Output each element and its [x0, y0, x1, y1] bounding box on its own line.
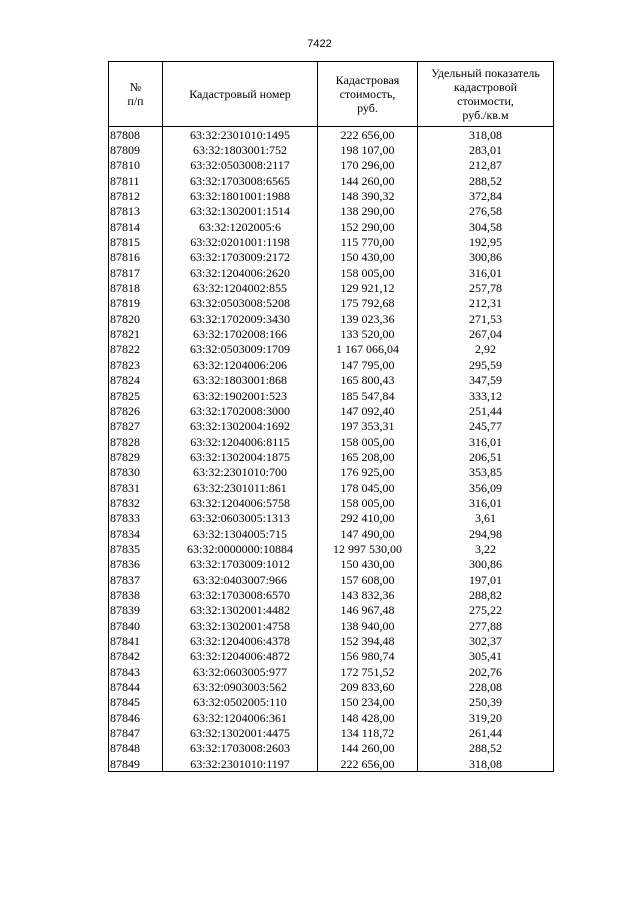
cell-cadastral-number: 63:32:1302001:4482 — [163, 603, 318, 618]
cell-specific-value: 347,59 — [418, 373, 554, 388]
table-row — [109, 204, 554, 219]
cell-row-number: 87826 — [109, 403, 163, 418]
table-row — [109, 265, 554, 280]
cell-specific-value: 316,01 — [418, 434, 554, 449]
cell-specific-value: 2,92 — [418, 342, 554, 357]
table-header — [109, 62, 554, 127]
table-row — [109, 419, 554, 434]
cell-cadastral-number: 63:32:1302001:4475 — [163, 725, 318, 740]
cell-specific-value: 212,31 — [418, 296, 554, 311]
cell-cadastral-number: 63:32:1302001:1514 — [163, 204, 318, 219]
table-row — [109, 756, 554, 772]
table-row — [109, 403, 554, 418]
cell-cadastral-value: 170 296,00 — [318, 158, 418, 173]
cell-specific-value: 300,86 — [418, 557, 554, 572]
cell-row-number: 87817 — [109, 265, 163, 280]
cell-cadastral-number: 63:32:0503008:2117 — [163, 158, 318, 173]
cell-cadastral-value: 144 260,00 — [318, 741, 418, 756]
cell-cadastral-number: 63:32:1703008:2603 — [163, 741, 318, 756]
cell-row-number: 87819 — [109, 296, 163, 311]
cell-cadastral-number: 63:32:1204002:855 — [163, 280, 318, 295]
table-row — [109, 557, 554, 572]
cell-cadastral-number: 63:32:1204006:8115 — [163, 434, 318, 449]
cell-cadastral-value: 222 656,00 — [318, 756, 418, 772]
cell-row-number: 87842 — [109, 649, 163, 664]
table-row — [109, 388, 554, 403]
cell-specific-value: 251,44 — [418, 403, 554, 418]
cell-specific-value: 318,08 — [418, 756, 554, 772]
cell-cadastral-value: 185 547,84 — [318, 388, 418, 403]
cell-cadastral-value: 148 428,00 — [318, 710, 418, 725]
cell-specific-value: 202,76 — [418, 664, 554, 679]
cell-cadastral-number: 63:32:0903003:562 — [163, 679, 318, 694]
cell-cadastral-number: 63:32:1803001:752 — [163, 142, 318, 157]
cell-cadastral-value: 150 430,00 — [318, 250, 418, 265]
cell-cadastral-value: 133 520,00 — [318, 326, 418, 341]
cell-row-number: 87847 — [109, 725, 163, 740]
cell-cadastral-value: 147 795,00 — [318, 357, 418, 372]
cell-cadastral-number: 63:32:2301010:700 — [163, 465, 318, 480]
cell-row-number: 87823 — [109, 357, 163, 372]
cell-cadastral-value: 198 107,00 — [318, 142, 418, 157]
cell-cadastral-number: 63:32:0201001:1198 — [163, 234, 318, 249]
cell-cadastral-number: 63:32:1202005:6 — [163, 219, 318, 234]
cell-cadastral-number: 63:32:0603005:1313 — [163, 511, 318, 526]
cell-cadastral-number: 63:32:1702009:3430 — [163, 311, 318, 326]
table-row — [109, 679, 554, 694]
table-body — [109, 127, 554, 772]
table-row — [109, 710, 554, 725]
cell-specific-value: 300,86 — [418, 250, 554, 265]
cell-specific-value: 316,01 — [418, 495, 554, 510]
cell-row-number: 87846 — [109, 710, 163, 725]
cell-row-number: 87822 — [109, 342, 163, 357]
cell-row-number: 87808 — [109, 127, 163, 143]
cell-specific-value: 192,95 — [418, 234, 554, 249]
cell-cadastral-number: 63:32:1204006:4378 — [163, 633, 318, 648]
table-row — [109, 587, 554, 602]
header-cadastral-value: Кадастровая стоимость, руб. — [318, 62, 418, 127]
cell-cadastral-value: 147 490,00 — [318, 526, 418, 541]
cell-cadastral-number: 63:32:1703008:6565 — [163, 173, 318, 188]
table-row — [109, 449, 554, 464]
table-row — [109, 173, 554, 188]
cell-specific-value: 288,52 — [418, 173, 554, 188]
cell-row-number: 87815 — [109, 234, 163, 249]
cell-cadastral-number: 63:32:0603005:977 — [163, 664, 318, 679]
table-row — [109, 741, 554, 756]
cell-cadastral-value: 292 410,00 — [318, 511, 418, 526]
cell-cadastral-number: 63:32:1204006:361 — [163, 710, 318, 725]
table-row — [109, 188, 554, 203]
cell-specific-value: 304,58 — [418, 219, 554, 234]
cell-cadastral-number: 63:32:1302004:1875 — [163, 449, 318, 464]
cell-cadastral-number: 63:32:2301011:861 — [163, 480, 318, 495]
cell-specific-value: 316,01 — [418, 265, 554, 280]
cell-row-number: 87833 — [109, 511, 163, 526]
table-row — [109, 142, 554, 157]
cell-cadastral-value: 158 005,00 — [318, 265, 418, 280]
table-row — [109, 311, 554, 326]
cell-cadastral-value: 165 800,43 — [318, 373, 418, 388]
cell-specific-value: 276,58 — [418, 204, 554, 219]
cell-specific-value: 271,53 — [418, 311, 554, 326]
table-row — [109, 326, 554, 341]
table-row — [109, 725, 554, 740]
table-row — [109, 526, 554, 541]
cell-cadastral-number: 63:32:1702008:3000 — [163, 403, 318, 418]
cell-row-number: 87824 — [109, 373, 163, 388]
cell-row-number: 87832 — [109, 495, 163, 510]
cell-row-number: 87849 — [109, 756, 163, 772]
cell-specific-value: 228,08 — [418, 679, 554, 694]
cell-cadastral-value: 197 353,31 — [318, 419, 418, 434]
cell-specific-value: 295,59 — [418, 357, 554, 372]
cell-row-number: 87821 — [109, 326, 163, 341]
cell-specific-value: 288,82 — [418, 587, 554, 602]
cell-cadastral-value: 152 290,00 — [318, 219, 418, 234]
cell-specific-value: 277,88 — [418, 618, 554, 633]
cell-cadastral-value: 172 751,52 — [318, 664, 418, 679]
cell-cadastral-number: 63:32:1703008:6570 — [163, 587, 318, 602]
table-row — [109, 664, 554, 679]
table-row — [109, 572, 554, 587]
cell-row-number: 87810 — [109, 158, 163, 173]
cell-row-number: 87829 — [109, 449, 163, 464]
cell-row-number: 87820 — [109, 311, 163, 326]
cell-cadastral-value: 138 940,00 — [318, 618, 418, 633]
cell-cadastral-value: 139 023,36 — [318, 311, 418, 326]
cell-row-number: 87834 — [109, 526, 163, 541]
cell-specific-value: 197,01 — [418, 572, 554, 587]
cell-cadastral-value: 134 118,72 — [318, 725, 418, 740]
table-row — [109, 357, 554, 372]
cell-cadastral-number: 63:32:0503009:1709 — [163, 342, 318, 357]
table-row — [109, 649, 554, 664]
cell-row-number: 87844 — [109, 679, 163, 694]
cell-cadastral-number: 63:32:0503008:5208 — [163, 296, 318, 311]
cell-row-number: 87827 — [109, 419, 163, 434]
cell-specific-value: 356,09 — [418, 480, 554, 495]
cell-cadastral-number: 63:32:1702008:166 — [163, 326, 318, 341]
cell-cadastral-value: 176 925,00 — [318, 465, 418, 480]
cell-specific-value: 275,22 — [418, 603, 554, 618]
table-row — [109, 633, 554, 648]
table-row — [109, 296, 554, 311]
header-specific-value: Удельный показатель кадастровой стоимости, руб./кв.м — [418, 62, 554, 127]
cell-row-number: 87813 — [109, 204, 163, 219]
table-row — [109, 480, 554, 495]
cell-cadastral-value: 152 394,48 — [318, 633, 418, 648]
cell-specific-value: 250,39 — [418, 695, 554, 710]
cell-cadastral-value: 158 005,00 — [318, 434, 418, 449]
cell-cadastral-number: 63:32:1204006:2620 — [163, 265, 318, 280]
cell-row-number: 87811 — [109, 173, 163, 188]
cell-specific-value: 288,52 — [418, 741, 554, 756]
cell-cadastral-number: 63:32:1204006:5758 — [163, 495, 318, 510]
cell-cadastral-value: 209 833,60 — [318, 679, 418, 694]
cell-specific-value: 3,22 — [418, 541, 554, 556]
cell-row-number: 87840 — [109, 618, 163, 633]
cell-cadastral-value: 12 997 530,00 — [318, 541, 418, 556]
cell-row-number: 87843 — [109, 664, 163, 679]
cell-row-number: 87837 — [109, 572, 163, 587]
cell-specific-value: 283,01 — [418, 142, 554, 157]
cell-specific-value: 3,61 — [418, 511, 554, 526]
cell-cadastral-value: 143 832,36 — [318, 587, 418, 602]
cell-row-number: 87814 — [109, 219, 163, 234]
cell-cadastral-value: 148 390,32 — [318, 188, 418, 203]
cell-cadastral-value: 178 045,00 — [318, 480, 418, 495]
cell-specific-value: 245,77 — [418, 419, 554, 434]
cell-row-number: 87825 — [109, 388, 163, 403]
cell-specific-value: 302,37 — [418, 633, 554, 648]
cadastral-value-table — [108, 61, 554, 772]
table-row — [109, 511, 554, 526]
table-row — [109, 219, 554, 234]
cell-specific-value: 206,51 — [418, 449, 554, 464]
cell-cadastral-number: 63:32:1803001:868 — [163, 373, 318, 388]
table-row — [109, 541, 554, 556]
table-row — [109, 250, 554, 265]
cell-row-number: 87816 — [109, 250, 163, 265]
cell-specific-value: 372,84 — [418, 188, 554, 203]
cell-cadastral-value: 138 290,00 — [318, 204, 418, 219]
cell-specific-value: 294,98 — [418, 526, 554, 541]
cell-specific-value: 261,44 — [418, 725, 554, 740]
cell-cadastral-value: 165 208,00 — [318, 449, 418, 464]
cell-cadastral-number: 63:32:1703009:2172 — [163, 250, 318, 265]
cell-cadastral-value: 150 430,00 — [318, 557, 418, 572]
cell-cadastral-number: 63:32:0000000:10884 — [163, 541, 318, 556]
cell-row-number: 87848 — [109, 741, 163, 756]
cell-cadastral-value: 129 921,12 — [318, 280, 418, 295]
cell-cadastral-value: 150 234,00 — [318, 695, 418, 710]
header-cadastral-number: Кадастровый номер — [163, 62, 318, 127]
cell-cadastral-number: 63:32:1703009:1012 — [163, 557, 318, 572]
cell-row-number: 87818 — [109, 280, 163, 295]
cell-specific-value: 257,78 — [418, 280, 554, 295]
cell-row-number: 87809 — [109, 142, 163, 157]
table-row — [109, 373, 554, 388]
table-row — [109, 603, 554, 618]
cell-cadastral-number: 63:32:1302001:4758 — [163, 618, 318, 633]
table-row — [109, 434, 554, 449]
cell-cadastral-number: 63:32:1304005:715 — [163, 526, 318, 541]
cell-cadastral-number: 63:32:2301010:1495 — [163, 127, 318, 143]
cell-specific-value: 353,85 — [418, 465, 554, 480]
table-row — [109, 127, 554, 143]
cell-cadastral-value: 1 167 066,04 — [318, 342, 418, 357]
cell-cadastral-value: 175 792,68 — [318, 296, 418, 311]
cell-specific-value: 318,08 — [418, 127, 554, 143]
cell-cadastral-value: 157 608,00 — [318, 572, 418, 587]
table-row — [109, 695, 554, 710]
header-row-number: № п/п — [109, 62, 163, 127]
table-row — [109, 234, 554, 249]
cell-cadastral-value: 158 005,00 — [318, 495, 418, 510]
table-row — [109, 342, 554, 357]
cell-row-number: 87839 — [109, 603, 163, 618]
cell-cadastral-value: 144 260,00 — [318, 173, 418, 188]
cell-cadastral-number: 63:32:1204006:4872 — [163, 649, 318, 664]
table-row — [109, 495, 554, 510]
cell-cadastral-value: 115 770,00 — [318, 234, 418, 249]
cell-row-number: 87841 — [109, 633, 163, 648]
cell-row-number: 87828 — [109, 434, 163, 449]
cell-row-number: 87830 — [109, 465, 163, 480]
cell-row-number: 87838 — [109, 587, 163, 602]
cell-specific-value: 267,04 — [418, 326, 554, 341]
page-number: 7422 — [307, 38, 332, 50]
cell-row-number: 87845 — [109, 695, 163, 710]
cell-cadastral-value: 146 967,48 — [318, 603, 418, 618]
cell-row-number: 87835 — [109, 541, 163, 556]
table-row — [109, 280, 554, 295]
cell-cadastral-number: 63:32:1204006:206 — [163, 357, 318, 372]
cell-cadastral-value: 156 980,74 — [318, 649, 418, 664]
cell-cadastral-value: 222 656,00 — [318, 127, 418, 143]
cell-cadastral-number: 63:32:1902001:523 — [163, 388, 318, 403]
table-row — [109, 618, 554, 633]
cell-cadastral-value: 147 092,40 — [318, 403, 418, 418]
cell-specific-value: 333,12 — [418, 388, 554, 403]
cell-specific-value: 305,41 — [418, 649, 554, 664]
table-row — [109, 158, 554, 173]
cell-specific-value: 212,87 — [418, 158, 554, 173]
table-row — [109, 465, 554, 480]
header-row — [109, 62, 554, 127]
cell-specific-value: 319,20 — [418, 710, 554, 725]
cell-cadastral-number: 63:32:1801001:1988 — [163, 188, 318, 203]
cell-cadastral-number: 63:32:2301010:1197 — [163, 756, 318, 772]
cell-cadastral-number: 63:32:0403007:966 — [163, 572, 318, 587]
cell-cadastral-number: 63:32:1302004:1692 — [163, 419, 318, 434]
cell-row-number: 87812 — [109, 188, 163, 203]
cell-row-number: 87836 — [109, 557, 163, 572]
cell-row-number: 87831 — [109, 480, 163, 495]
cell-cadastral-number: 63:32:0502005:110 — [163, 695, 318, 710]
